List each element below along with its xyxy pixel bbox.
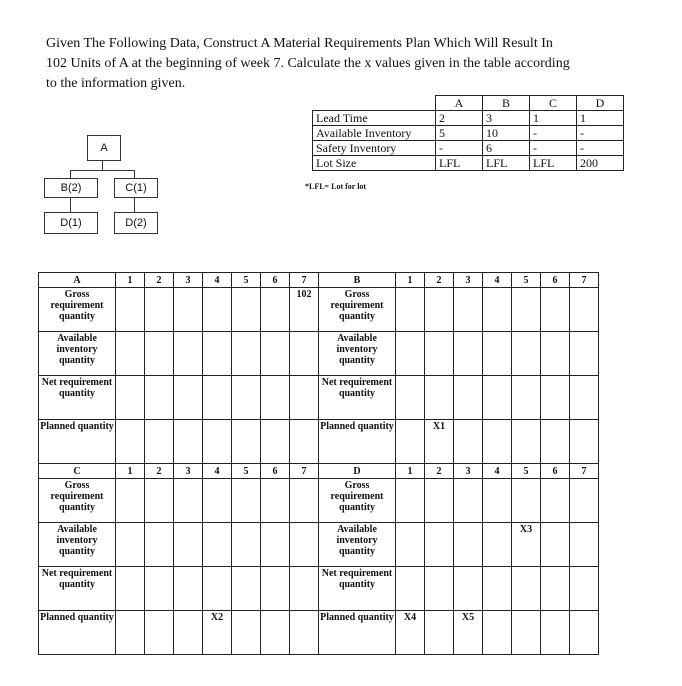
row-label: Available Inventory: [313, 126, 436, 141]
product-structure-tree: [30, 130, 230, 240]
row-label: Lot Size: [313, 156, 436, 171]
avail-row-a-b: [39, 332, 599, 376]
item-header-b: B: [483, 96, 530, 111]
cell-d-gross-2[interactable]: [425, 479, 454, 523]
cell-b-avail-3[interactable]: [454, 332, 483, 376]
cell-b-avail-4[interactable]: [483, 332, 512, 376]
cell-b-gross-4[interactable]: [483, 288, 512, 332]
cell-d-net-3[interactable]: [454, 567, 483, 611]
week-header: 7: [290, 273, 319, 288]
week-header: 1: [116, 464, 145, 479]
week-header: 2: [425, 464, 454, 479]
cell-d-gross-1[interactable]: [396, 479, 425, 523]
row-label: Lead Time: [313, 111, 436, 126]
week-header: 6: [261, 464, 290, 479]
cell-d-avail-1[interactable]: [396, 523, 425, 567]
cell-c-gross-3[interactable]: [174, 479, 203, 523]
tree-connector: [102, 160, 103, 170]
week-header: 5: [232, 273, 261, 288]
tree-connector: [134, 170, 135, 178]
value-cell: -: [577, 141, 624, 156]
tree-connector: [70, 196, 71, 212]
value-cell: 6: [483, 141, 530, 156]
cell-d-gross-5[interactable]: [512, 479, 541, 523]
cell-b-gross-5[interactable]: [512, 288, 541, 332]
cell-d-planned-6[interactable]: [541, 611, 570, 655]
avail-row-c-d: [39, 523, 599, 567]
cell-d-planned-4[interactable]: [483, 611, 512, 655]
value-cell: 3: [483, 111, 530, 126]
cell-d-net-6[interactable]: [541, 567, 570, 611]
item-label-a: A: [39, 273, 116, 288]
week-header: 2: [145, 464, 174, 479]
value-cell: LFL: [436, 156, 483, 171]
week-header: 7: [290, 464, 319, 479]
cell-b-avail-6[interactable]: [541, 332, 570, 376]
cell-b-net-7[interactable]: [570, 376, 599, 420]
week-header: 1: [116, 273, 145, 288]
cell-a-net-2[interactable]: [145, 376, 174, 420]
planned-row-a-b: [39, 420, 599, 464]
header-row-a-b: [39, 273, 599, 288]
cell-b-net-1[interactable]: [396, 376, 425, 420]
cell-c-net-2[interactable]: [145, 567, 174, 611]
cell-b-planned-1[interactable]: [396, 420, 425, 464]
safety-inventory-row: [313, 141, 624, 156]
row-label-planned: Planned quantity: [319, 611, 396, 655]
value-cell: 2: [436, 111, 483, 126]
cell-a-gross-7[interactable]: 102: [290, 288, 319, 332]
cell-a-planned-2[interactable]: [145, 420, 174, 464]
gross-row-c-d: [39, 479, 599, 523]
cell-d-avail-7[interactable]: [570, 523, 599, 567]
cell-c-gross-7[interactable]: [290, 479, 319, 523]
cell-a-net-1[interactable]: [116, 376, 145, 420]
cell-c-planned-3[interactable]: [174, 611, 203, 655]
week-header: 4: [483, 273, 512, 288]
week-header: 3: [454, 273, 483, 288]
cell-b-avail-2[interactable]: [425, 332, 454, 376]
week-header: 3: [174, 464, 203, 479]
cell-b-net-2[interactable]: [425, 376, 454, 420]
tree-node-b: B(2): [44, 178, 98, 198]
cell-a-net-4[interactable]: [203, 376, 232, 420]
cell-c-gross-6[interactable]: [261, 479, 290, 523]
cell-d-gross-4[interactable]: [483, 479, 512, 523]
cell-c-net-6[interactable]: [261, 567, 290, 611]
cell-c-avail-3[interactable]: [174, 523, 203, 567]
cell-c-net-1[interactable]: [116, 567, 145, 611]
week-header: 6: [261, 273, 290, 288]
gross-row-a-b: [39, 288, 599, 332]
net-row-a-b: [39, 376, 599, 420]
value-cell: 1: [530, 111, 577, 126]
cell-b-avail-7[interactable]: [570, 332, 599, 376]
cell-c-gross-5[interactable]: [232, 479, 261, 523]
cell-d-avail-5[interactable]: X3: [512, 523, 541, 567]
week-header: 3: [174, 273, 203, 288]
cell-c-avail-4[interactable]: [203, 523, 232, 567]
week-header: 7: [570, 273, 599, 288]
cell-c-net-3[interactable]: [174, 567, 203, 611]
cell-a-gross-1[interactable]: [116, 288, 145, 332]
cell-d-gross-6[interactable]: [541, 479, 570, 523]
item-header-a: A: [436, 96, 483, 111]
week-header: 2: [145, 273, 174, 288]
problem-line-2: 102 Units of A at the beginning of week 7. Calculate the x values given in the table according: [46, 56, 570, 71]
cell-b-gross-3[interactable]: [454, 288, 483, 332]
cell-a-net-6[interactable]: [261, 376, 290, 420]
cell-c-planned-4[interactable]: X2: [203, 611, 232, 655]
cell-b-avail-1[interactable]: [396, 332, 425, 376]
cell-a-avail-3[interactable]: [174, 332, 203, 376]
cell-d-avail-2[interactable]: [425, 523, 454, 567]
header-row-c-d: [39, 464, 599, 479]
cell-c-net-5[interactable]: [232, 567, 261, 611]
tree-node-d-under-b: D(1): [44, 212, 98, 234]
item-header-c: C: [530, 96, 577, 111]
available-inventory-row: [313, 126, 624, 141]
cell-d-net-1[interactable]: [396, 567, 425, 611]
row-label-available: Available inventory quantity: [39, 523, 116, 567]
week-header: 5: [512, 464, 541, 479]
corner-cell: [313, 96, 436, 111]
cell-a-avail-4[interactable]: [203, 332, 232, 376]
cell-a-gross-6[interactable]: [261, 288, 290, 332]
cell-d-net-5[interactable]: [512, 567, 541, 611]
cell-b-net-3[interactable]: [454, 376, 483, 420]
cell-b-planned-2[interactable]: X1: [425, 420, 454, 464]
cell-a-gross-3[interactable]: [174, 288, 203, 332]
week-header: 3: [454, 464, 483, 479]
value-cell: -: [436, 141, 483, 156]
cell-a-gross-2[interactable]: [145, 288, 174, 332]
value-cell: 200: [577, 156, 624, 171]
cell-b-planned-7[interactable]: [570, 420, 599, 464]
cell-a-planned-5[interactable]: [232, 420, 261, 464]
cell-b-gross-6[interactable]: [541, 288, 570, 332]
tree-node-c: C(1): [114, 178, 158, 198]
lfl-note: *LFL= Lot for lot: [305, 182, 367, 191]
cell-d-net-7[interactable]: [570, 567, 599, 611]
row-label-available: Available inventory quantity: [319, 523, 396, 567]
cell-a-gross-4[interactable]: [203, 288, 232, 332]
cell-c-planned-2[interactable]: [145, 611, 174, 655]
cell-c-avail-2[interactable]: [145, 523, 174, 567]
cell-c-avail-5[interactable]: [232, 523, 261, 567]
week-header: 1: [396, 464, 425, 479]
row-label-gross: Gross requirement quantity: [39, 479, 116, 523]
cell-d-planned-1[interactable]: X4: [396, 611, 425, 655]
cell-d-avail-3[interactable]: [454, 523, 483, 567]
cell-d-gross-3[interactable]: [454, 479, 483, 523]
cell-a-planned-3[interactable]: [174, 420, 203, 464]
cell-c-avail-1[interactable]: [116, 523, 145, 567]
cell-c-planned-6[interactable]: [261, 611, 290, 655]
row-label-net: Net requirement quantity: [319, 567, 396, 611]
cell-a-planned-7[interactable]: [290, 420, 319, 464]
week-header: 4: [203, 464, 232, 479]
tree-node-d-under-c: D(2): [114, 212, 158, 234]
cell-b-planned-3[interactable]: [454, 420, 483, 464]
item-label-c: C: [39, 464, 116, 479]
row-label-gross: Gross requirement quantity: [319, 288, 396, 332]
cell-b-net-4[interactable]: [483, 376, 512, 420]
week-header: 5: [512, 273, 541, 288]
cell-a-planned-1[interactable]: [116, 420, 145, 464]
row-label-gross: Gross requirement quantity: [319, 479, 396, 523]
lot-size-row: [313, 156, 624, 171]
cell-d-avail-4[interactable]: [483, 523, 512, 567]
cell-c-planned-1[interactable]: [116, 611, 145, 655]
row-label-planned: Planned quantity: [39, 420, 116, 464]
row-label-available: Available inventory quantity: [319, 332, 396, 376]
net-row-c-d: [39, 567, 599, 611]
row-label: Safety Inventory: [313, 141, 436, 156]
cell-b-planned-4[interactable]: [483, 420, 512, 464]
cell-c-avail-7[interactable]: [290, 523, 319, 567]
lead-time-row: [313, 111, 624, 126]
item-label-b: B: [319, 273, 396, 288]
cell-b-avail-5[interactable]: [512, 332, 541, 376]
week-header: 2: [425, 273, 454, 288]
row-label-planned: Planned quantity: [39, 611, 116, 655]
week-header: 4: [483, 464, 512, 479]
cell-a-net-3[interactable]: [174, 376, 203, 420]
problem-statement: [46, 34, 646, 94]
cell-b-net-5[interactable]: [512, 376, 541, 420]
cell-c-gross-4[interactable]: [203, 479, 232, 523]
item-data-table: [312, 95, 624, 171]
mrp-grid: [38, 272, 599, 655]
week-header: 6: [541, 464, 570, 479]
cell-b-gross-2[interactable]: [425, 288, 454, 332]
cell-d-planned-7[interactable]: [570, 611, 599, 655]
cell-a-net-7[interactable]: [290, 376, 319, 420]
cell-a-avail-1[interactable]: [116, 332, 145, 376]
week-header: 6: [541, 273, 570, 288]
cell-a-avail-6[interactable]: [261, 332, 290, 376]
value-cell: 5: [436, 126, 483, 141]
cell-b-gross-1[interactable]: [396, 288, 425, 332]
cell-d-avail-6[interactable]: [541, 523, 570, 567]
cell-a-avail-7[interactable]: [290, 332, 319, 376]
tree-node-a: A: [87, 135, 121, 161]
cell-c-gross-1[interactable]: [116, 479, 145, 523]
cell-c-avail-6[interactable]: [261, 523, 290, 567]
value-cell: LFL: [483, 156, 530, 171]
cell-b-planned-6[interactable]: [541, 420, 570, 464]
cell-d-planned-5[interactable]: [512, 611, 541, 655]
cell-d-net-2[interactable]: [425, 567, 454, 611]
cell-a-gross-5[interactable]: [232, 288, 261, 332]
week-header: 1: [396, 273, 425, 288]
cell-a-planned-6[interactable]: [261, 420, 290, 464]
value-cell: -: [530, 141, 577, 156]
item-header-d: D: [577, 96, 624, 111]
value-cell: -: [530, 126, 577, 141]
tree-connector: [134, 196, 135, 212]
cell-c-gross-2[interactable]: [145, 479, 174, 523]
value-cell: -: [577, 126, 624, 141]
cell-d-net-4[interactable]: [483, 567, 512, 611]
row-label-net: Net requirement quantity: [39, 376, 116, 420]
cell-d-planned-3[interactable]: X5: [454, 611, 483, 655]
cell-c-net-4[interactable]: [203, 567, 232, 611]
cell-c-planned-5[interactable]: [232, 611, 261, 655]
cell-a-planned-4[interactable]: [203, 420, 232, 464]
problem-line-1: Given The Following Data, Construct A Material Requirements Plan Which Will Result In: [46, 36, 553, 51]
cell-c-net-7[interactable]: [290, 567, 319, 611]
value-cell: 1: [577, 111, 624, 126]
cell-b-gross-7[interactable]: [570, 288, 599, 332]
item-label-d: D: [319, 464, 396, 479]
row-label-available: Available inventory quantity: [39, 332, 116, 376]
cell-a-avail-5[interactable]: [232, 332, 261, 376]
problem-line-3: to the information given.: [46, 76, 186, 91]
tree-connector: [70, 170, 71, 178]
cell-a-avail-2[interactable]: [145, 332, 174, 376]
cell-d-planned-2[interactable]: [425, 611, 454, 655]
row-label-net: Net requirement quantity: [319, 376, 396, 420]
cell-c-planned-7[interactable]: [290, 611, 319, 655]
week-header: 4: [203, 273, 232, 288]
cell-d-gross-7[interactable]: [570, 479, 599, 523]
value-cell: LFL: [530, 156, 577, 171]
week-header: 7: [570, 464, 599, 479]
item-header-row: [313, 96, 624, 111]
week-header: 5: [232, 464, 261, 479]
planned-row-c-d: [39, 611, 599, 655]
row-label-net: Net requirement quantity: [39, 567, 116, 611]
cell-b-net-6[interactable]: [541, 376, 570, 420]
cell-a-net-5[interactable]: [232, 376, 261, 420]
tree-connector: [70, 170, 134, 171]
value-cell: 10: [483, 126, 530, 141]
row-label-gross: Gross requirement quantity: [39, 288, 116, 332]
cell-b-planned-5[interactable]: [512, 420, 541, 464]
row-label-planned: Planned quantity: [319, 420, 396, 464]
